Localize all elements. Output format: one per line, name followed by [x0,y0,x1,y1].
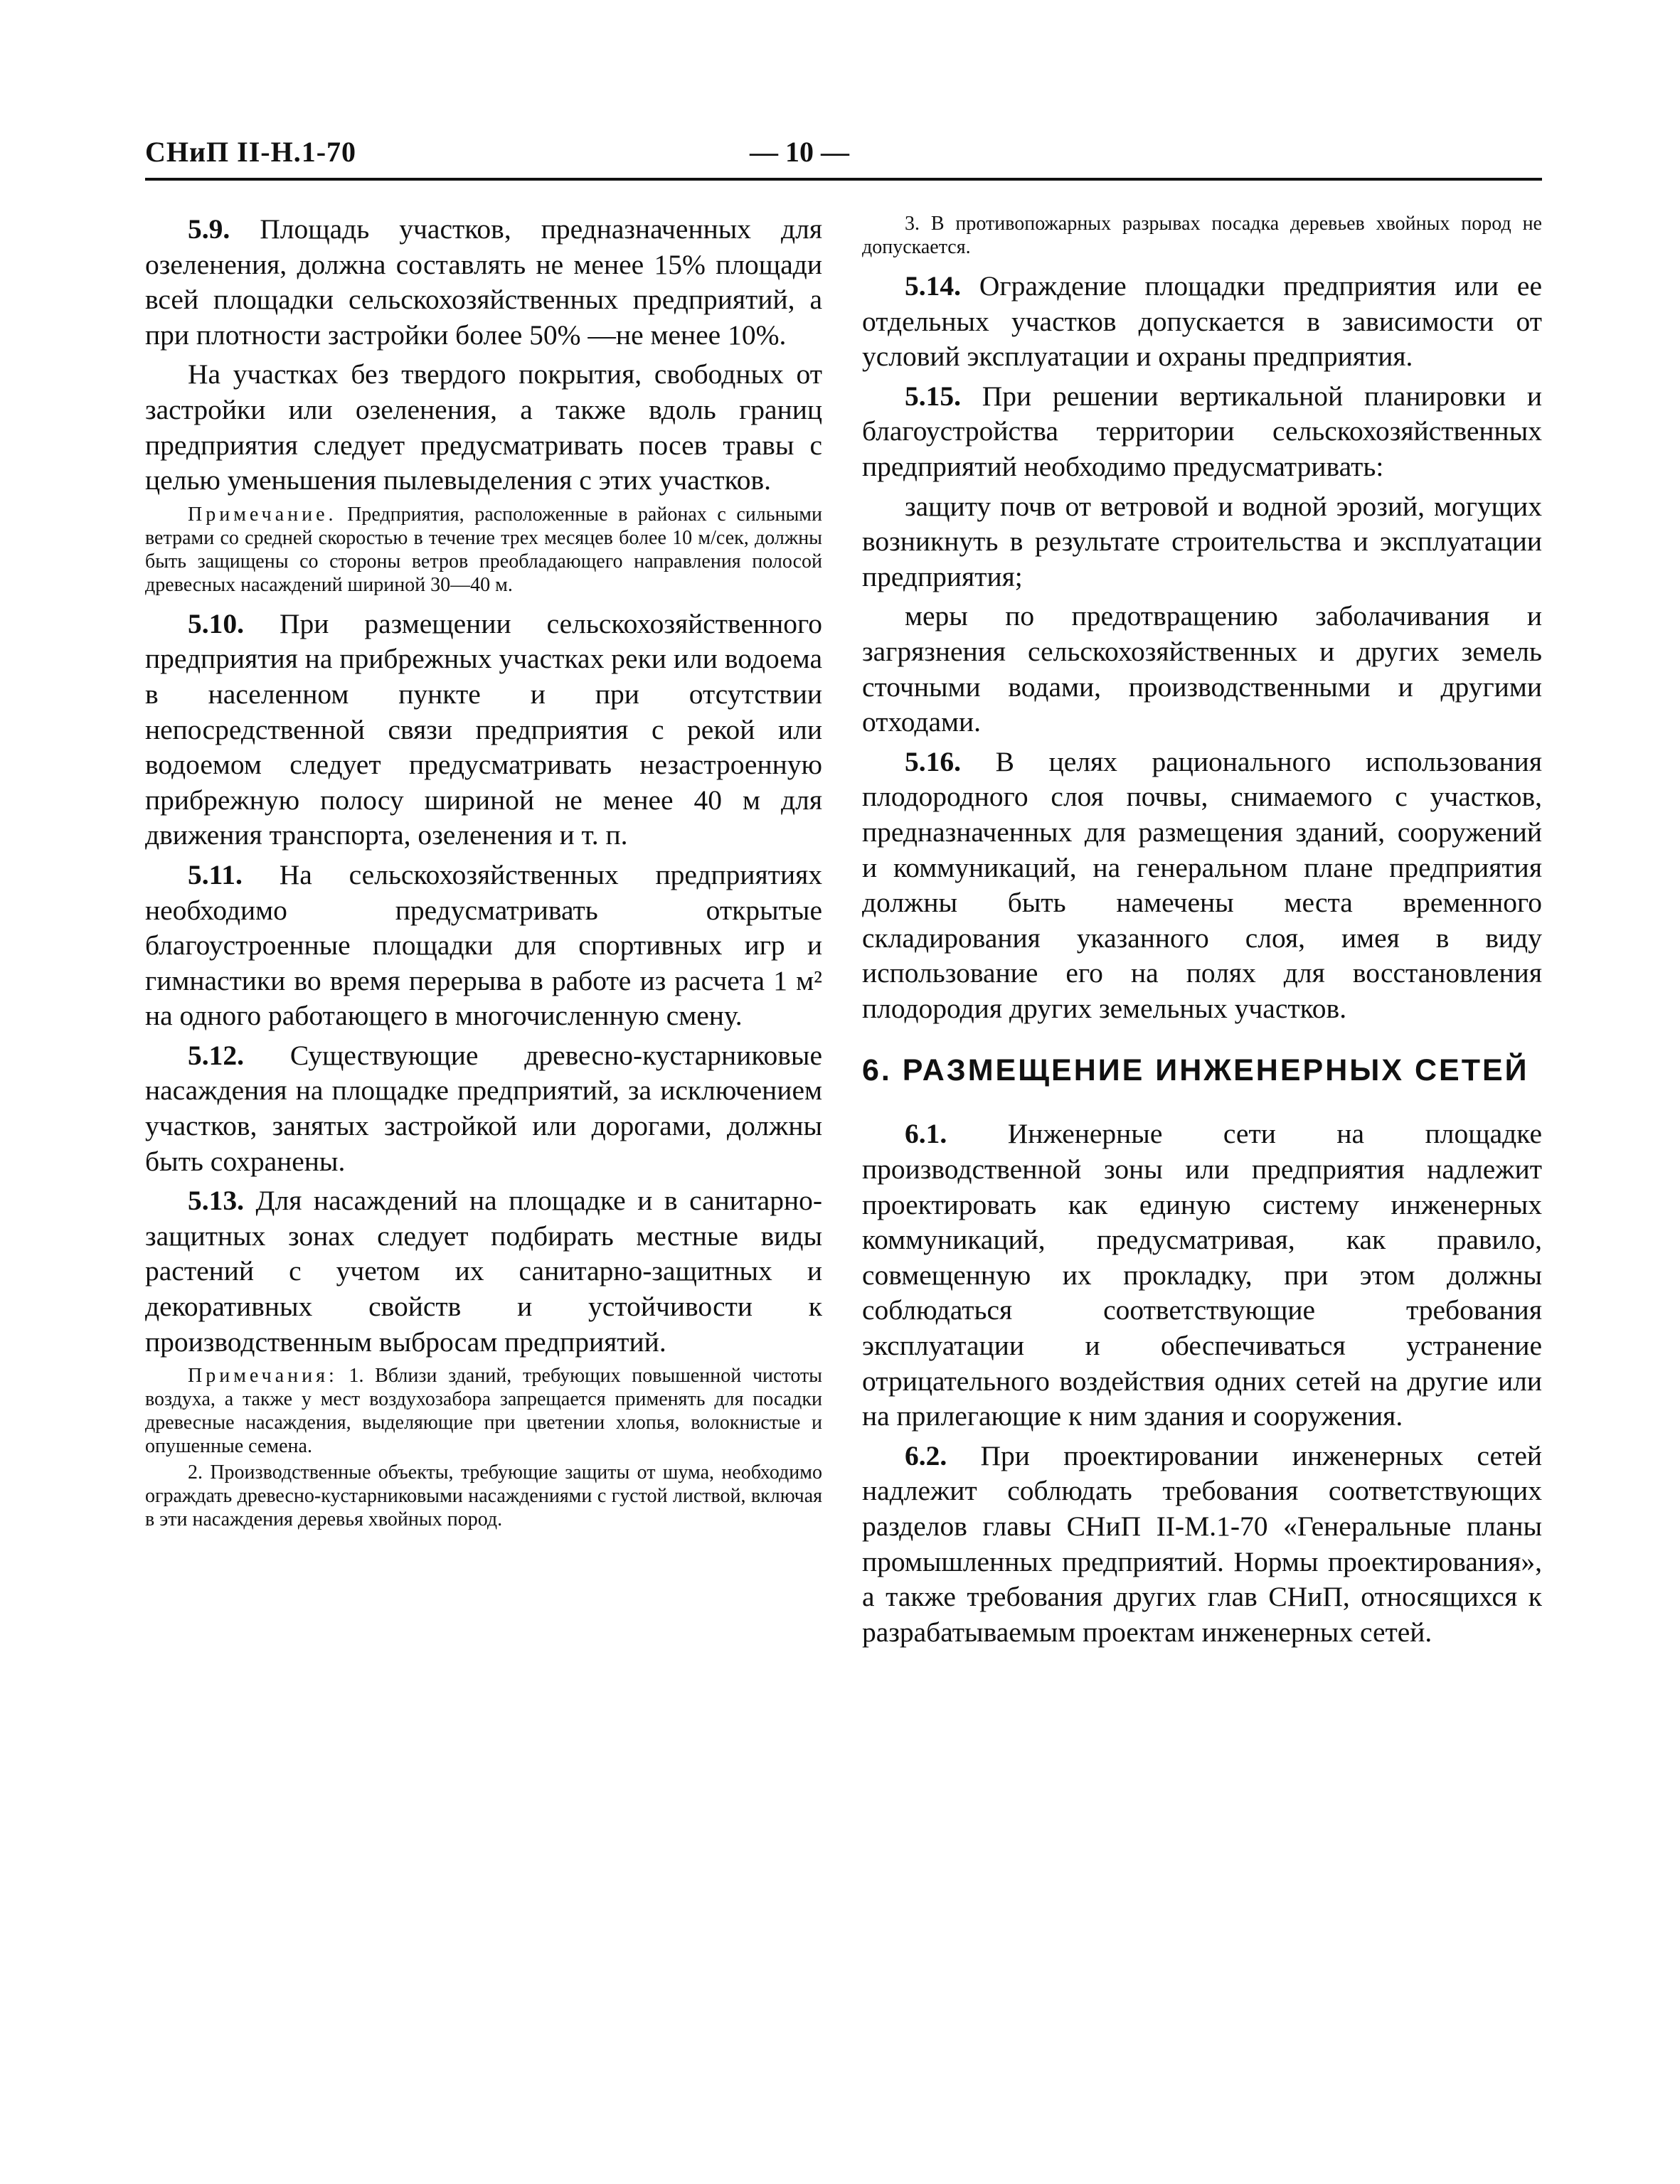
note-5-9 [145,503,822,597]
clause-number: 5.11. [188,858,243,890]
clause-text: При проектировании инженерных сетей надлежит соблюдать требования соответствующих разделов главы СНиП II-М.1-70 «Генеральные планы промышленных предприятий. Нормы проектирования», а также требования других глав СНиП, относящихся к разрабатываемым проектам инженерных сетей. [862,1439,1542,1648]
clause-number: 5.9. [188,213,230,245]
right-column [862,212,1542,1654]
paragraph-5-12 [145,1038,822,1179]
clause-text: При размещении сельскохозяйственного предприятия на прибрежных участках реки или водоема в населенном пункте и при отсутствии непосредственной связи предприятия с рекой или водоемом следует предусматривать незастроенную прибрежную полосу шириной не менее 40 м для движения транспорта, озеленения и т. п. [145,607,822,851]
left-column [145,212,822,1541]
clause-number: 6.1. [905,1118,947,1150]
section-heading: 6. РАЗМЕЩЕНИЕ ИНЖЕНЕРНЫХ СЕТЕЙ [862,1053,1529,1088]
paragraph-5-15-item-2: меры по предотвращению заболачивания и загрязнения сельскохозяйственных и других земель сточными водами, производственными и другими отходами. [862,600,1542,738]
clause-text: Для насаждений на площадке и в санитарно-защитных зонах следует подбирать местные виды растений с учетом их санитарно-защитных и декоративных свойств и устойчивости к производственным выбросам предприятий. [145,1185,822,1358]
clause-text: Ограждение площадки предприятия или ее отдельных участков допускается в зависимости от условий эксплуатации и охраны предприятия. [862,270,1542,373]
clause-text: Площадь участков, предназначенных для озеленения, должна составлять не менее 15% площади всей площадки сельскохозяйственных предприятий, а при плотности застройки более 50% —не менее 10%. [145,213,822,351]
paragraph-5-11 [145,858,822,1034]
clause-text: Существующие древесно-кустарниковые насаждения на площадке предприятий, за исключением участков, занятых застройкой или дорогами, должны быть сохранены. [145,1039,822,1177]
paragraph-5-13 [145,1183,822,1360]
note-label: Примечание. [188,503,337,526]
note-5-13-2: 2. Производственные объекты, требующие защиты от шума, необходимо ограждать древесно-кустарниковыми насаждениями с густой листвой, включая в эти насаждения деревья хвойных пород. [145,1461,822,1531]
clause-text: Инженерные сети на площадке производственной зоны или предприятия надлежит проектировать как единую систему инженерных коммуникаций, предусматривая, как правило, совмещенную их прокладку, при этом должны соблюдаться соответствующие требования эксплуатации и обеспечиваться устранение отрицательного воздействия одних сетей на другие или на прилегающие к ним здания и сооружения. [862,1118,1542,1432]
paragraph-5-16 [862,745,1542,1027]
paragraph-5-14 [862,269,1542,375]
paragraph-5-9 [145,212,822,353]
clause-text: На сельскохозяйственных предприятиях необходимо предусматривать открытые благоустроенные площадки для спортивных игр и гимнастики во время перерыва в работе из расчета 1 м² на одного работающего в многочисленную смену. [145,858,822,1032]
note-5-13-3: 3. В противопожарных разрывах посадка деревьев хвойных пород не допускается. [862,213,1542,258]
clause-text: В целях рационального использования плодородного слоя почвы, снимаемого с участков, предназначенных для размещения зданий, сооружений и коммуникаций, на генеральном плане предприятия должны быть намечены места временного складирования указанного слоя, имея в виду использование его на полях для восстановления плодородия других земельных участков. [862,745,1542,1024]
paragraph-6-2 [862,1439,1542,1651]
clause-number: 5.14. [905,270,961,302]
note-text: 1. Вблизи зданий, требующих повышенной чистоты воздуха, а также у мест воздухозабора запрещается применять для посадки древесные насаждения, выделяющие при цветении хлопья, волокнистые и опушенные семена. [145,1365,822,1458]
paragraph-5-10 [145,607,822,853]
paragraph-6-1 [862,1117,1542,1434]
header-rule [145,178,1542,181]
clause-number: 5.10. [188,607,244,639]
page-header [145,135,1542,178]
document-code: СНиП II-Н.1-70 [145,136,357,168]
clause-number: 5.16. [905,745,961,777]
clause-number: 6.2. [905,1439,947,1471]
paragraph-5-15 [862,379,1542,485]
note-label: Примечания: [188,1365,338,1387]
clause-number: 5.12. [188,1039,244,1071]
paragraph-5-15-item-1: защиту почв от ветровой и водной эрозий, могущих возникнуть в результате строительства и эксплуатации предприятия; [862,490,1542,592]
note-text: Предприятия, расположенные в районах с сильными ветрами со средней скоростью в течение трех месяцев более 10 м/сек, должны быть защищены со стороны ветров преобладающего направления полосой древесных насаждений шириной 30—40 м. [145,503,822,596]
clause-number: 5.15. [905,380,961,412]
paragraph-5-9-continued: На участках без твердого покрытия, свободных от застройки или озеленения, а также вдоль границ предприятия следует предусматривать посев травы с целью уменьшения пылевыделения с этих участков. [145,358,822,496]
clause-text: При решении вертикальной планировки и благоустройства территории сельскохозяйственных предприятий необходимо предусматривать: [862,380,1542,482]
page-number: — 10 — [750,136,849,168]
note-5-13-1 [145,1364,822,1458]
clause-number: 5.13. [188,1185,244,1217]
